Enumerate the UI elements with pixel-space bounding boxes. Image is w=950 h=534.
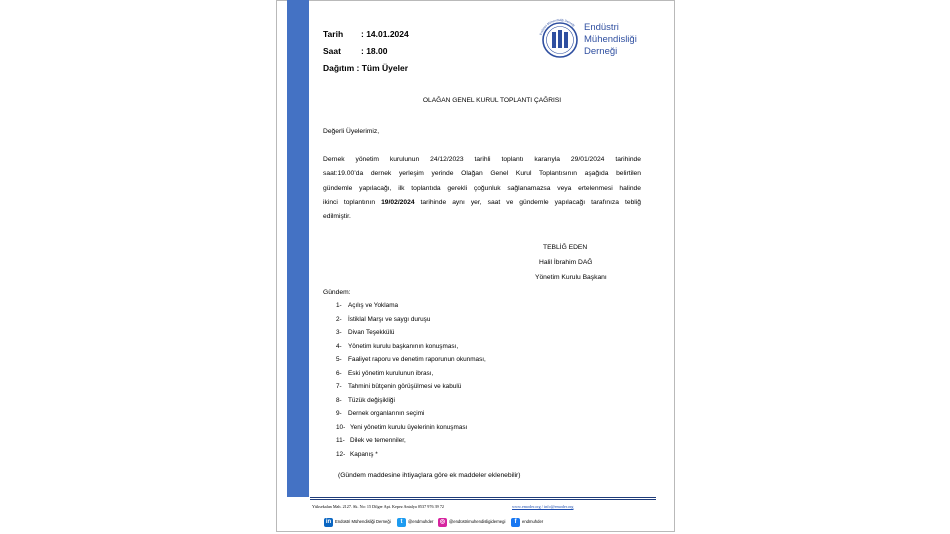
document-title: OLAĞAN GENEL KURUL TOPLANTI ÇAĞRISI — [422, 97, 562, 104]
time-label: Saat — [323, 46, 341, 56]
instagram-link[interactable]: @endüstrimuhendisligidernegi — [449, 519, 506, 524]
linkedin-icon[interactable]: in — [325, 519, 332, 525]
body-line-3: gündemle yapılacağı, ilk toplantıda gerekli çoğunluk sağlanamazsa veya ertelenmesi halinde — [323, 185, 641, 192]
body-line-5: edilmiştir. — [323, 213, 351, 220]
greeting: Değerli Üyelerimiz, — [323, 128, 380, 135]
signature-label: TEBLİĞ EDEN — [543, 244, 588, 251]
date-label: Tarih — [323, 29, 344, 39]
agenda-item: 6- Eski yönetim kurulunun ibrası, — [336, 370, 434, 377]
agenda-item: 7- Tahmini bütçenin görüşülmesi ve kabulü — [336, 383, 462, 390]
agenda-item: 1- Açılış ve Yoklama — [336, 302, 399, 309]
agenda-item: 12- Kapanış * — [336, 451, 378, 458]
logo-line-2: Mühendisliği — [584, 34, 637, 45]
footer-website-link[interactable]: www.emoder.org / info@emoder.org — [512, 504, 574, 509]
agenda-heading: Gündem: — [323, 289, 351, 296]
facebook-icon[interactable]: f — [511, 518, 520, 527]
agenda-item: 3- Divan Teşekkülü — [336, 329, 395, 336]
agenda-note: (Gündem maddesine ihtiyaçlara göre ek maddeler eklenebilir) — [338, 472, 521, 479]
body-line-1: Dernek yönetim kurulunun 24/12/2023 tarihli toplantı kararıyla 29/01/2024 tarihinde — [323, 156, 641, 163]
signature-role: Yönetim Kurulu Başkanı — [535, 274, 607, 281]
svg-text:Endüstri Mühendisliği Derneği: Endüstri Mühendisliği Derneği — [538, 18, 576, 36]
agenda-item: 10- Yeni yönetim kurulu üyelerinin konuşması — [336, 424, 468, 431]
distribution-line: Dağıtım : Tüm Üyeler — [323, 63, 409, 73]
logo-line-1: Endüstri — [584, 22, 619, 33]
signature-name: Halil İbrahim DAĞ — [539, 259, 593, 266]
agenda-item: 2- İstiklal Marşı ve saygı duruşu — [336, 316, 431, 323]
body-line-4 — [323, 199, 641, 206]
body-line-4-part-b: tarihinde aynı yer, saat ve gündemle yapılacağı tarafınıza tebliğ — [414, 199, 641, 206]
facebook-link[interactable]: endmuhder — [522, 519, 544, 524]
twitter-icon[interactable]: t — [397, 518, 406, 527]
footer-rule-top — [310, 497, 656, 498]
logo-line-3: Derneği — [584, 46, 618, 57]
instagram-icon[interactable]: ◎ — [439, 519, 446, 525]
date-value: : 14.01.2024 — [361, 29, 409, 39]
agenda-item: 5- Faaliyet raporu ve denetim raporunun okunması, — [336, 356, 486, 363]
body-line-4-part-a: ikinci toplantının — [323, 199, 382, 206]
time-line — [323, 46, 387, 56]
agenda-item: 8- Tüzük değişikliği — [336, 397, 395, 404]
footer-address: Yüksekalan Mah. 2127. Sk. No: 15 Dilger Apt. Kepez Antalya 0537 976 39 72 — [312, 504, 445, 509]
second-meeting-date: 19/02/2024 — [381, 199, 415, 206]
twitter-link[interactable]: @endmuhder — [408, 519, 434, 524]
logo-wordmark — [584, 22, 637, 58]
agenda-item: 9- Dernek organlarının seçimi — [336, 410, 425, 417]
body-line-2: saat:19.00’da dernek yerleşim yerinde Olağan Genel Kurul Toplantısının aşağıda belirtilen — [323, 170, 641, 177]
accent-bar — [287, 0, 309, 497]
agenda-item: 4- Yönetim kurulu başkanının konuşması, — [336, 343, 459, 350]
agenda-item: 11- Dilek ve temenniler, — [336, 437, 406, 444]
time-value: : 18.00 — [361, 46, 388, 56]
footer-rule-bottom — [310, 499, 656, 500]
date-line — [323, 29, 409, 39]
linkedin-link[interactable]: Endüstri Mühendisliği Derneği — [335, 519, 391, 524]
